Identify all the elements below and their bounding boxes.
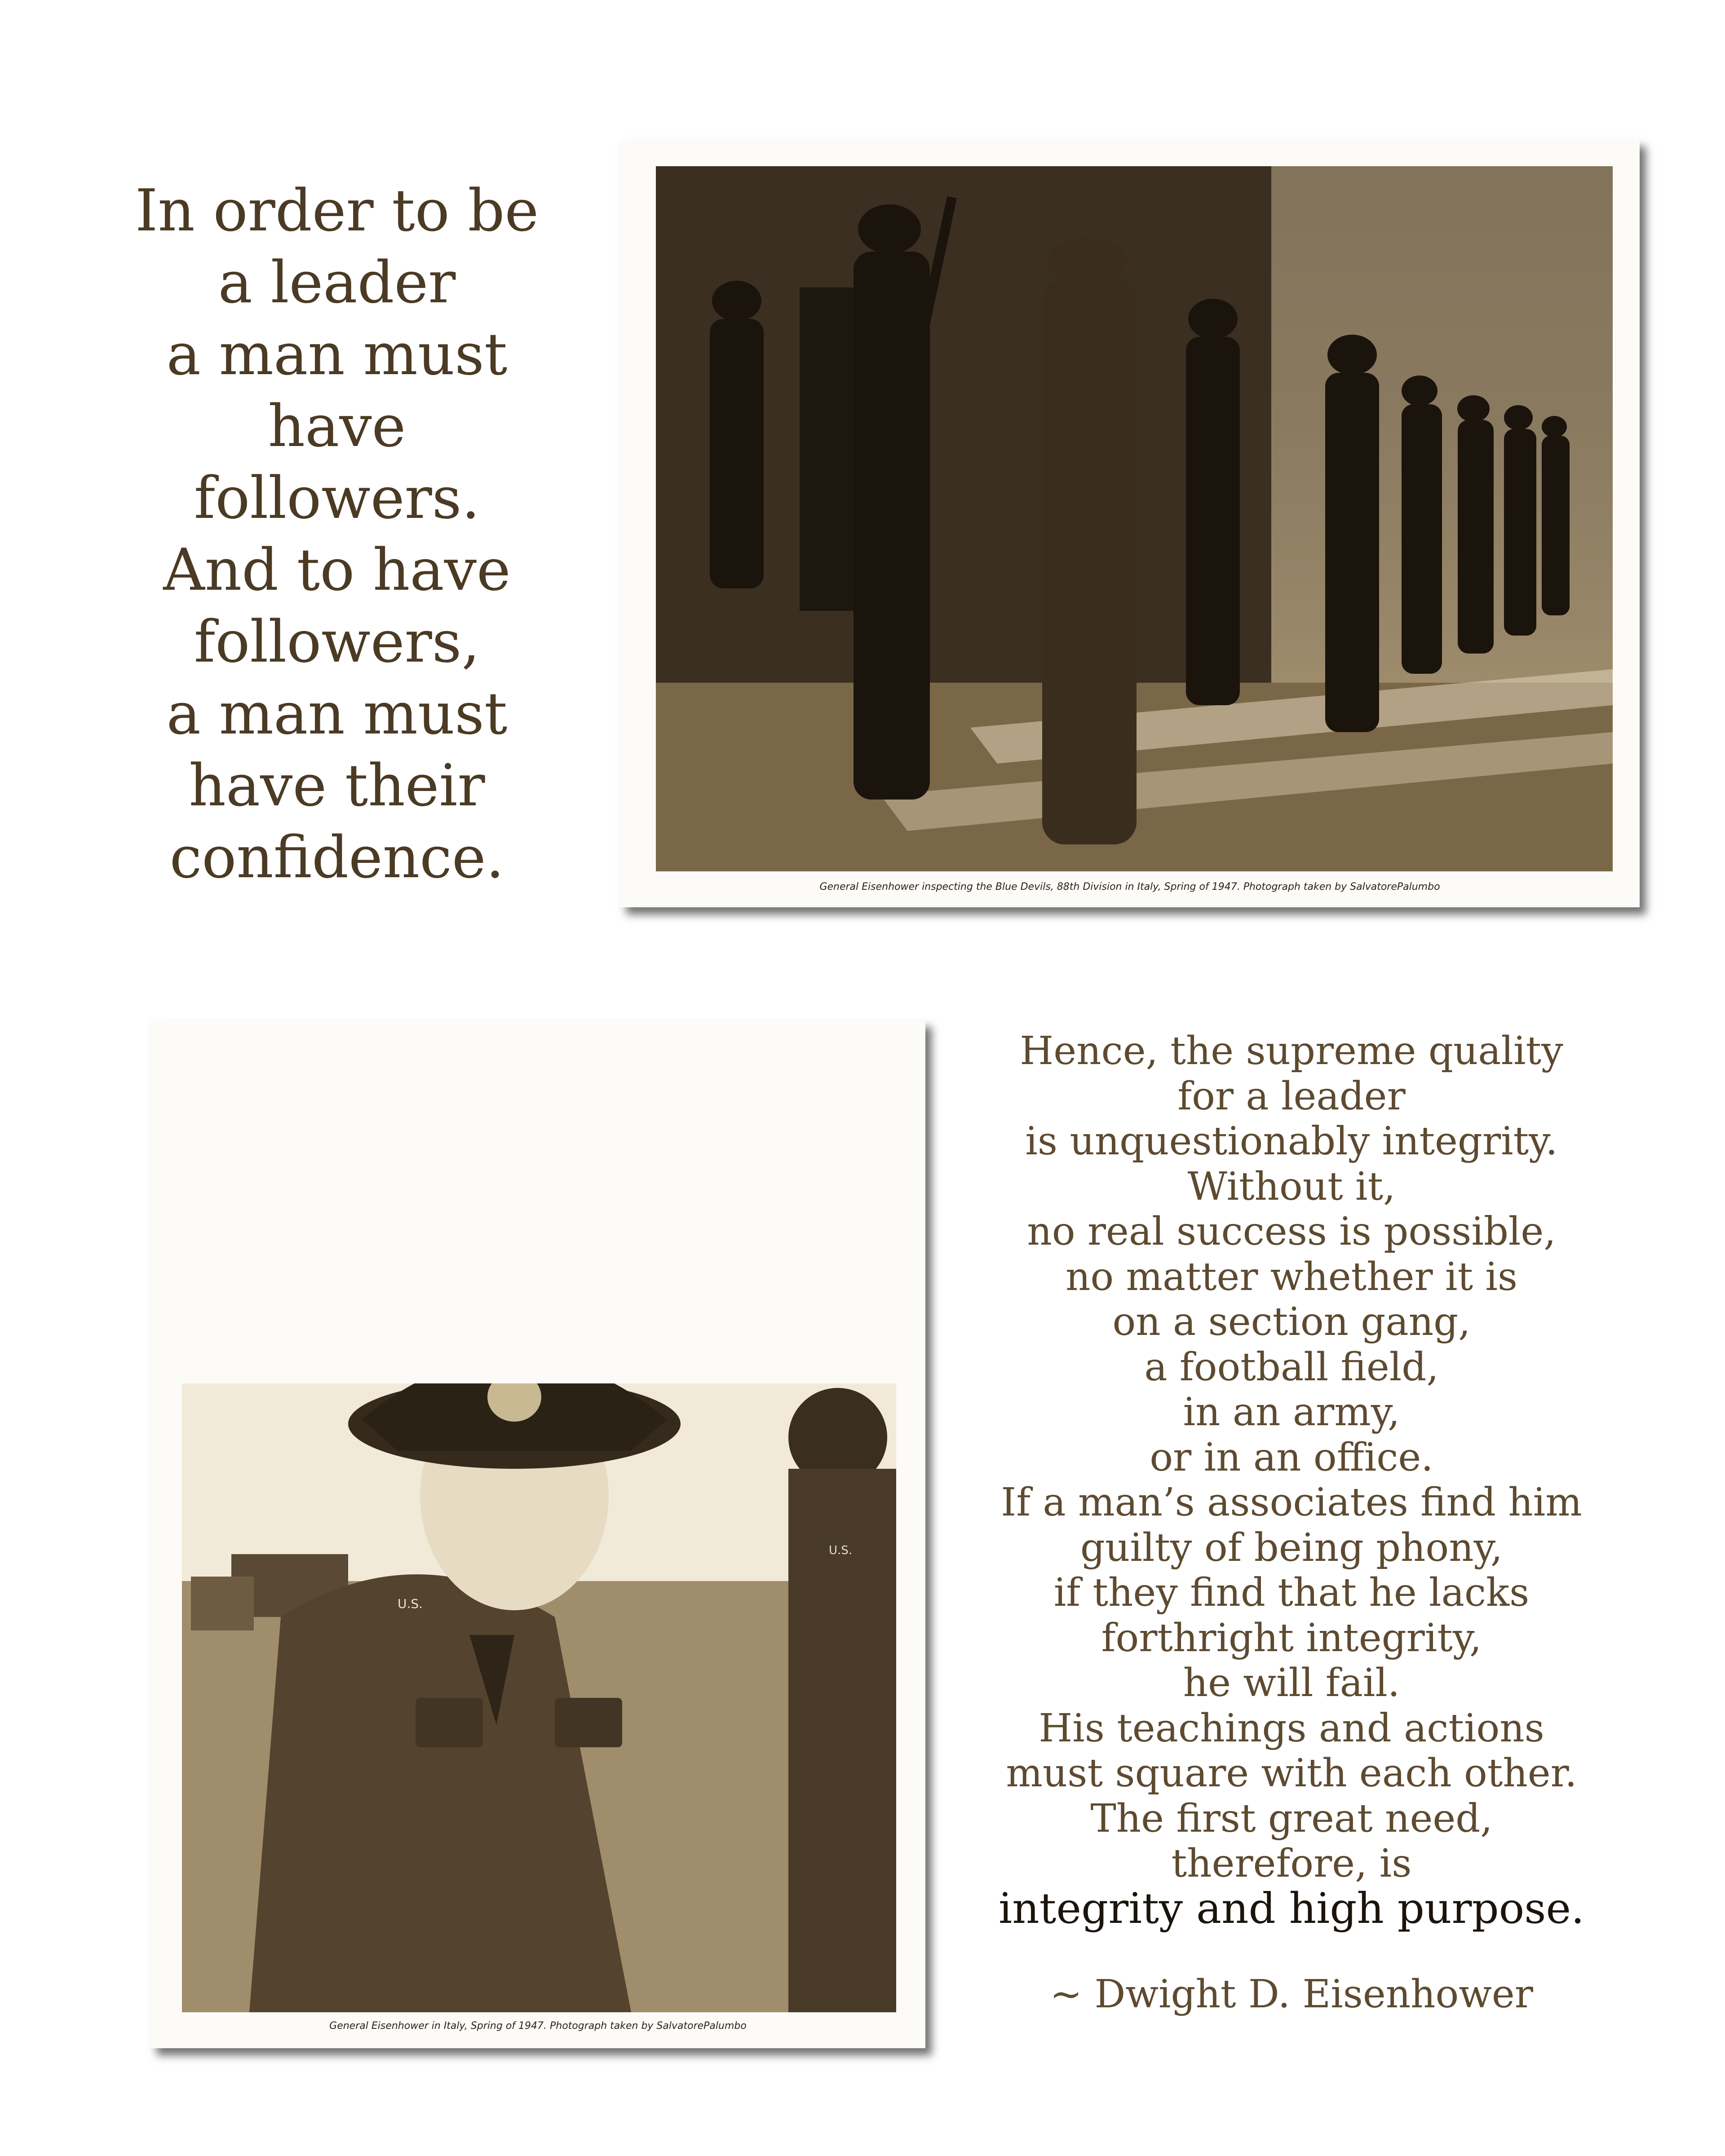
quote-line: guilty of being phony,: [1080, 1525, 1503, 1570]
quote-line: If a man’s associates find him: [1001, 1480, 1582, 1525]
inspection-photo-caption: General Eisenhower inspecting the Blue Devils, 88th Division in Italy, Spring of 1947. Photograph taken by SalvatorePalumbo: [819, 881, 1440, 892]
quote-bottom: [966, 1029, 1617, 1931]
quote-line: followers.: [194, 465, 480, 532]
quote-line: must square with each other.: [1006, 1751, 1577, 1796]
quote-line: confidence.: [169, 824, 504, 891]
photo-portrait: [150, 1020, 925, 2048]
quote-line: a football field,: [1144, 1344, 1439, 1390]
quote-line: if they find that he lacks: [1053, 1570, 1530, 1615]
portrait-photo-caption: General Eisenhower in Italy, Spring of 1947. Photograph taken by SalvatorePalumbo: [329, 2020, 747, 2032]
quote-line: In order to be: [135, 177, 539, 244]
quote-line: he will fail.: [1183, 1661, 1400, 1705]
quote-emphasis: integrity and high purpose.: [999, 1884, 1584, 1933]
quote-line: is unquestionably integrity.: [1025, 1119, 1558, 1164]
quote-line: And to have: [163, 537, 511, 604]
quote-line: have: [268, 393, 406, 460]
quote-line: on a section gang,: [1112, 1299, 1471, 1344]
quote-line: followers,: [194, 609, 480, 676]
quote-line: for a leader: [1177, 1074, 1406, 1119]
quote-line: The first great need,: [1090, 1796, 1493, 1841]
collar-us-badge-left: U.S.: [398, 1596, 423, 1611]
quote-line: His teachings and actions: [1039, 1705, 1544, 1751]
quote-line: no matter whether it is: [1065, 1254, 1517, 1299]
quote-line: or in an office.: [1150, 1435, 1433, 1480]
quote-line: therefore, is: [1171, 1841, 1412, 1886]
quote-line: no real success is possible,: [1027, 1209, 1556, 1254]
quote-line: Hence, the supreme quality: [1020, 1029, 1563, 1074]
quote-line: a man must: [166, 321, 508, 388]
quote-line: a leader: [218, 249, 456, 316]
quote-line: Without it,: [1187, 1164, 1396, 1209]
quote-attribution: ~ Dwight D. Eisenhower: [1050, 1972, 1533, 2017]
quote-line: a man must: [166, 680, 508, 747]
quote-line: have their: [189, 752, 485, 819]
photo-inspection: [620, 139, 1640, 907]
quote-line: in an army,: [1183, 1390, 1400, 1435]
quote-line: forthright integrity,: [1101, 1615, 1482, 1661]
quote-top: [67, 175, 606, 894]
collar-us-badge: U.S.: [829, 1544, 853, 1557]
portrait-photo-image: [182, 1383, 896, 2012]
inspection-photo-image: [656, 166, 1613, 871]
